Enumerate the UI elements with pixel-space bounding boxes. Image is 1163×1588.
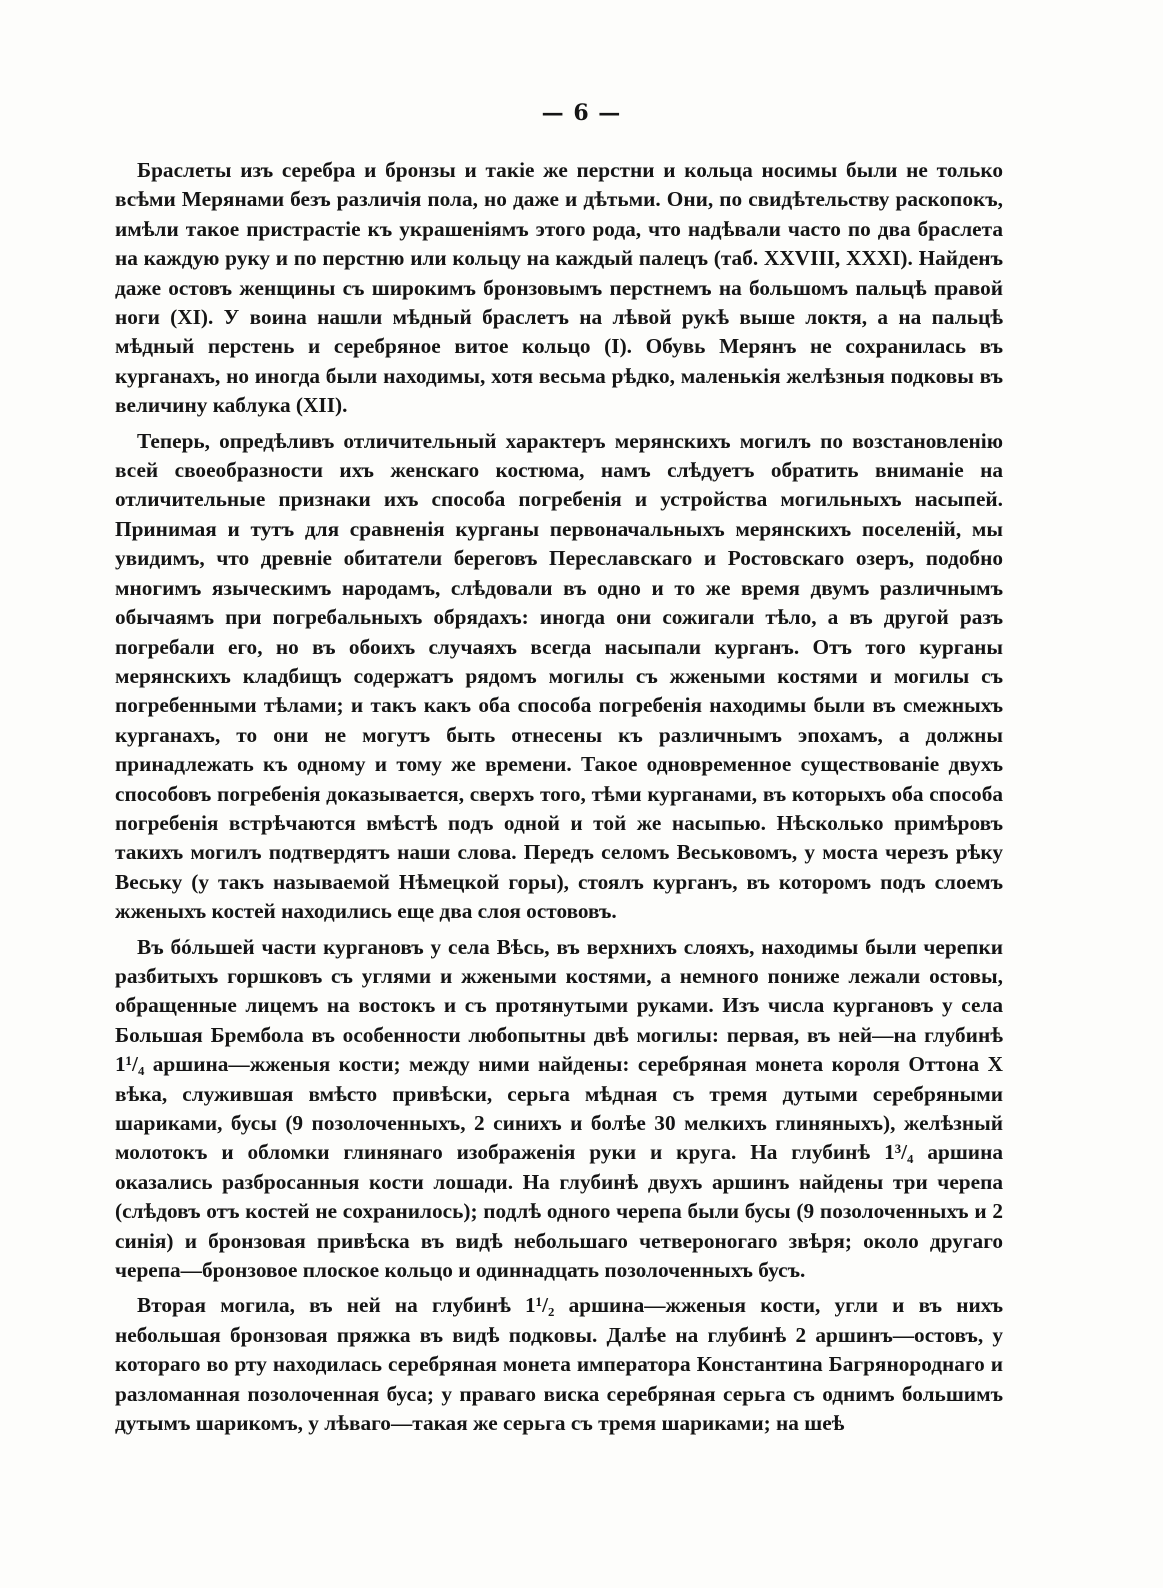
body-text: [115, 156, 1003, 1438]
page-number: — 6 —: [541, 100, 622, 126]
paragraph-2: Теперь, опредѣливъ отличительный характеръ мерянскихъ могилъ по возстановленію всей своеобразности ихъ женскаго костюма, намъ слѣдуетъ обратить вниманіе на отличительные признаки ихъ способа погребенія и устройства могильныхъ насыпей. Принимая и тутъ для сравненія курганы первоначальныхъ мерянскихъ поселеній, мы увидимъ, что древніе обитатели береговъ Переславскаго и Ростовскаго озеръ, подобно многимъ языческимъ народамъ, слѣдовали въ одно и то же время двумъ различнымъ обычаямъ при погребальныхъ обрядахъ: иногда они сожигали тѣло, а въ другой разъ погребали его, но въ обоихъ случаяхъ всегда насыпали курганъ. Отъ того курганы мерянскихъ кладбищъ содержатъ рядомъ могилы съ жжеными костями и могилы съ погребенными тѣлами; и такъ какъ оба способа погребенія находимы были въ смежныхъ курганахъ, то они не могутъ быть отнесены къ различнымъ эпохамъ, а должны принадлежать къ одному и тому же времени. Такое одновременное существованіе двухъ способовъ погребенія доказывается, сверхъ того, тѣми курганами, въ которыхъ оба способа погребенія встрѣчаются вмѣстѣ подъ одной и той же насыпью. Нѣсколько примѣровъ такихъ могилъ подтвердятъ наши слова. Передъ селомъ Веськовомъ, у моста черезъ рѣку Веську (у такъ называемой Нѣмецкой горы), стоялъ курганъ, въ которомъ подъ слоемъ жженыхъ костей находились еще два слоя остововъ.: [115, 428, 1003, 924]
paragraph-3: Въ бóльшей части кургановъ у села Вѣсь, въ верхнихъ слояхъ, находимы были черепки разбитыхъ горшковъ съ углями и жжеными костями, а немного пониже лежали остовы, обращенные лицемъ на востокъ и съ протянутыми руками. Изъ числа кургановъ у села Большая Брембола въ особенности любопытны двѣ могилы: первая, въ ней—на глубинѣ 1¹/₄ аршина—жженыя кости; между ними найдены: серебряная монета короля Оттона X вѣка, служившая вмѣсто привѣски, серьга мѣдная съ тремя дутыми серебряными шариками, бусы (9 позолоченныхъ, 2 синихъ и болѣе 30 мелкихъ глиняныхъ), желѣзный молотокъ и обломки глинянаго изображенія руки и круга. На глубинѣ 1³/₄ аршина оказались разбросанныя кости лошади. На глубинѣ двухъ аршинъ найдены три черепа (слѣдовъ отъ костей не сохранилось); подлѣ одного черепа были бусы (9 позолоченныхъ и 2 синія) и бронзовая привѣска въ видѣ небольшаго четвероногаго звѣря; около другаго черепа—бронзовое плоское кольцо и одиннадцать позолоченныхъ бусъ.: [115, 934, 1003, 1283]
paragraph-4: Вторая могила, въ ней на глубинѣ 1¹/₂ аршина—жженыя кости, угли и въ нихъ небольшая бронзовая пряжка въ видѣ подковы. Далѣе на глубинѣ 2 аршинъ—остовъ, у котораго во рту находилась серебряная монета императора Константина Багрянороднаго и разломанная позолоченная буса; у праваго виска серебряная серьга съ однимъ большимъ дутымъ шарикомъ, у лѣваго—такая же серьга съ тремя шариками; на шеѣ: [115, 1293, 1003, 1436]
paragraph-1: Браслеты изъ серебра и бронзы и такіе же перстни и кольца носимы были не только всѣми Мерянами безъ различія пола, но даже и дѣтьми. Они, по свидѣтельству раскопокъ, имѣли такое пристрастіе къ украшеніямъ этого рода, что надѣвали часто по два браслета на каждую руку и по перстню или кольцу на каждый палецъ (таб. XXVIII, XXXI). Найденъ даже остовъ женщины съ широкимъ бронзовымъ перстнемъ на большомъ пальцѣ правой ноги (XI). У воина нашли мѣдный браслетъ на лѣвой рукѣ выше локтя, а на пальцѣ мѣдный перстень и серебряное витое кольцо (I). Обувь Мерянъ не сохранилась въ курганахъ, но иногда были находимы, хотя весьма рѣдко, маленькія желѣзныя подковы въ величину каблука (XII).: [115, 158, 1003, 418]
